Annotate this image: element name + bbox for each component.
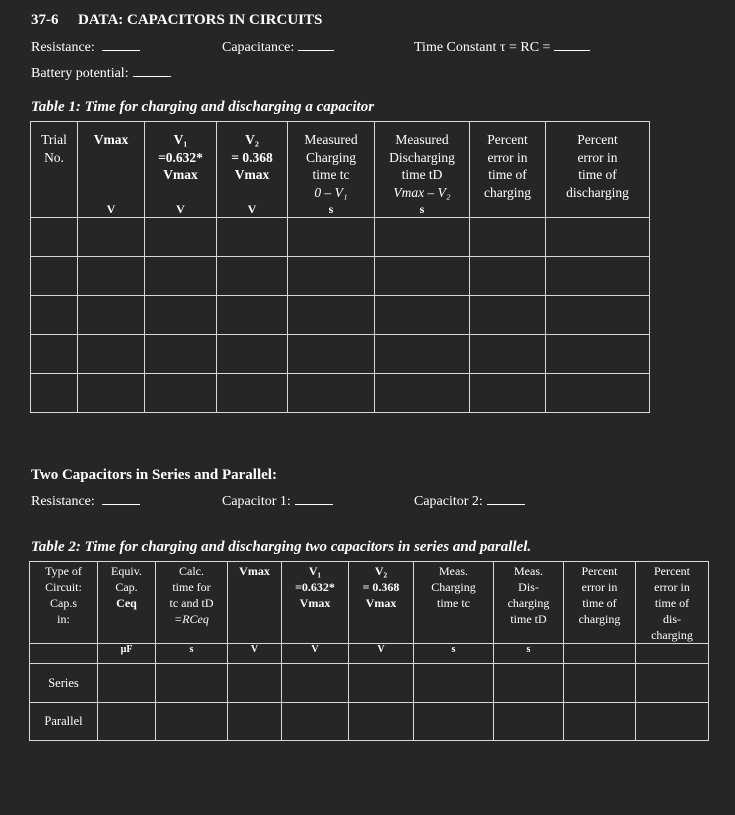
cell[interactable] (98, 703, 156, 741)
time-constant-label: Time Constant τ = RC = (414, 40, 551, 55)
cell[interactable] (78, 257, 145, 296)
capacitor1-blank[interactable] (295, 503, 333, 505)
table-row (31, 218, 650, 257)
time-constant-field (414, 40, 590, 56)
t1-col-discharging-time: Measured Discharging time tD Vmax – V₂ s (375, 122, 470, 218)
capacitance-field (222, 40, 334, 56)
s2-resistance-field (31, 494, 140, 510)
cell[interactable] (564, 703, 636, 741)
cell[interactable] (470, 257, 546, 296)
cell[interactable] (636, 703, 709, 741)
table1 (30, 121, 650, 413)
t2-col-v2: V₂ = 0.368 Vmax (349, 562, 414, 644)
cell[interactable] (78, 218, 145, 257)
cell[interactable] (546, 335, 650, 374)
capacitance-blank[interactable] (298, 49, 334, 51)
t1-col-pct-discharging: Percent error in time of discharging (546, 122, 650, 218)
capacitor1-label: Capacitor 1: (222, 494, 291, 509)
unit-cell (30, 644, 98, 664)
unit-cell: s (494, 644, 564, 664)
battery-label: Battery potential: (31, 66, 129, 81)
table2-units-row (30, 644, 709, 664)
cell[interactable] (546, 257, 650, 296)
unit-cell: V (228, 644, 282, 664)
table-row (31, 257, 650, 296)
resistance-label: Resistance: (31, 40, 95, 55)
table1-header-row (31, 122, 650, 218)
cell[interactable] (494, 664, 564, 703)
cell[interactable] (636, 664, 709, 703)
cell[interactable] (31, 218, 78, 257)
capacitor2-blank[interactable] (487, 503, 525, 505)
unit-cell: µF (98, 644, 156, 664)
s2-resistance-label: Resistance: (31, 494, 95, 509)
t2-col-circuit-type: Type of Circuit: Cap.s in: (30, 562, 98, 644)
unit-cell: s (156, 644, 228, 664)
cell[interactable] (349, 664, 414, 703)
cell[interactable] (145, 296, 217, 335)
cell[interactable] (31, 335, 78, 374)
capacitor2-label: Capacitor 2: (414, 494, 483, 509)
cell[interactable] (156, 664, 228, 703)
cell[interactable] (31, 296, 78, 335)
table-row (31, 374, 650, 413)
battery-blank[interactable] (133, 75, 171, 77)
table-row (31, 335, 650, 374)
row-label-parallel: Parallel (30, 703, 98, 741)
table2-header-row (30, 562, 709, 644)
t2-col-calc-time: Calc. time for tc and tD =RCeq (156, 562, 228, 644)
cell[interactable] (98, 664, 156, 703)
cell[interactable] (470, 374, 546, 413)
time-constant-blank[interactable] (554, 49, 590, 51)
cell[interactable] (375, 257, 470, 296)
cell[interactable] (228, 703, 282, 741)
cell[interactable] (156, 703, 228, 741)
s2-resistance-blank[interactable] (102, 503, 140, 505)
cell[interactable] (217, 218, 288, 257)
cell[interactable] (288, 257, 375, 296)
row-label-series: Series (30, 664, 98, 703)
unit-cell (564, 644, 636, 664)
unit-cell: V (349, 644, 414, 664)
capacitor1-field (222, 494, 333, 510)
cell[interactable] (288, 296, 375, 335)
table-row-series (30, 664, 709, 703)
cell[interactable] (217, 335, 288, 374)
t2-col-pct-charging: Percent error in time of charging (564, 562, 636, 644)
resistance-field (31, 40, 140, 56)
capacitor2-field (414, 494, 525, 510)
cell[interactable] (217, 257, 288, 296)
t2-col-equiv-cap: Equiv. Cap. Ceq (98, 562, 156, 644)
t2-col-pct-discharging: Percent error in time of dis- charging (636, 562, 709, 644)
t1-col-trial: Trial No. (31, 122, 78, 218)
cell[interactable] (145, 374, 217, 413)
cell[interactable] (546, 374, 650, 413)
t2-col-v1: V₁ =0.632* Vmax (282, 562, 349, 644)
cell[interactable] (78, 335, 145, 374)
cell[interactable] (375, 296, 470, 335)
cell[interactable] (470, 335, 546, 374)
unit-cell: s (414, 644, 494, 664)
cell[interactable] (470, 218, 546, 257)
t2-col-vmax: Vmax (228, 562, 282, 644)
section-number: 37-6 (31, 12, 59, 28)
cell[interactable] (217, 296, 288, 335)
cell[interactable] (288, 335, 375, 374)
table-row (31, 296, 650, 335)
table2-caption: Table 2: Time for charging and discharging two capacitors in series and parallel. (31, 539, 532, 555)
cell[interactable] (414, 703, 494, 741)
battery-field (31, 66, 171, 82)
cell[interactable] (375, 218, 470, 257)
cell[interactable] (78, 296, 145, 335)
cell[interactable] (564, 664, 636, 703)
unit-cell (636, 644, 709, 664)
cell[interactable] (546, 296, 650, 335)
cell[interactable] (288, 218, 375, 257)
cell[interactable] (282, 703, 349, 741)
cell[interactable] (78, 374, 145, 413)
cell[interactable] (228, 664, 282, 703)
page-title: DATA: CAPACITORS IN CIRCUITS (78, 12, 323, 28)
section2-title: Two Capacitors in Series and Parallel: (31, 467, 277, 483)
cell[interactable] (31, 374, 78, 413)
resistance-blank[interactable] (102, 49, 140, 51)
cell[interactable] (288, 374, 375, 413)
cell[interactable] (494, 703, 564, 741)
cell[interactable] (282, 664, 349, 703)
cell[interactable] (145, 218, 217, 257)
t1-col-vmax: Vmax V (78, 122, 145, 218)
t1-col-v2: V₂ = 0.368 Vmax V (217, 122, 288, 218)
cell[interactable] (217, 374, 288, 413)
cell[interactable] (375, 374, 470, 413)
t2-col-meas-discharging: Meas. Dis- charging time tD (494, 562, 564, 644)
cell[interactable] (145, 335, 217, 374)
cell[interactable] (31, 257, 78, 296)
table-row-parallel (30, 703, 709, 741)
capacitance-label: Capacitance: (222, 40, 295, 55)
cell[interactable] (145, 257, 217, 296)
cell[interactable] (546, 218, 650, 257)
t2-col-meas-charging: Meas. Charging time tc (414, 562, 494, 644)
unit-cell: V (282, 644, 349, 664)
table2 (29, 561, 709, 741)
cell[interactable] (349, 703, 414, 741)
cell[interactable] (375, 335, 470, 374)
t1-col-v1: V₁ =0.632* Vmax V (145, 122, 217, 218)
cell[interactable] (470, 296, 546, 335)
t1-col-pct-charging: Percent error in time of charging (470, 122, 546, 218)
cell[interactable] (414, 664, 494, 703)
t1-col-charging-time: Measured Charging time tc 0 – V₁ s (288, 122, 375, 218)
table1-caption: Table 1: Time for charging and discharging a capacitor (31, 99, 375, 115)
